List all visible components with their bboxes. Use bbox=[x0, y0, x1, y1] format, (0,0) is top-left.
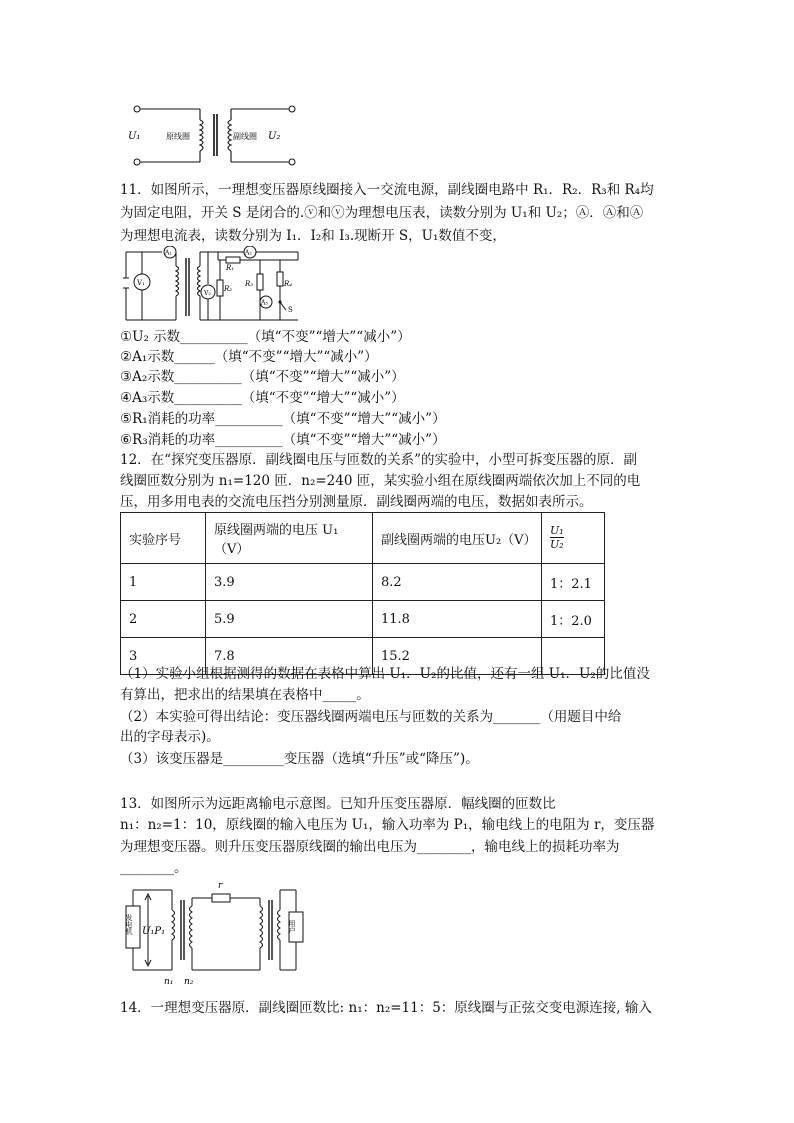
table-row bbox=[121, 564, 605, 601]
a2-label: A₂ bbox=[245, 249, 252, 257]
ratio-numerator: U₁ bbox=[550, 524, 564, 537]
user-label: 用户 bbox=[288, 920, 296, 934]
q11-item-6: ⑥R₃消耗的功率__________（填“不变”“增大”“减小”） bbox=[120, 432, 446, 448]
q11-item-3: ③A₂示数__________（填“不变”“增大”“减小”） bbox=[120, 369, 405, 385]
ratio-fraction bbox=[550, 524, 564, 551]
cell-u1: 5.9 bbox=[206, 601, 373, 638]
q14-text-1: 14．一理想变压器原．副线圈匝数比: n₁：n₂=11：5：原线圈与正弦交变电源连接, 输入 bbox=[120, 1000, 652, 1016]
q11-text-1: 11．如图所示，一理想变压器原线圈接入一交流电源，副线圈电路中 R₁．R₂．R₃和 R₄均 bbox=[120, 182, 654, 198]
q11-text-3: 为理想电流表，读数分别为 I₁．I₂和 I₃.现断开 S，U₁数值不变， bbox=[120, 228, 506, 244]
q12-sub1-line2: 有算出，把求出的结果填在表格中_____。 bbox=[120, 687, 370, 703]
secondary-coil-label: 副线圈 bbox=[233, 132, 257, 141]
table-header-row bbox=[121, 513, 605, 564]
v2-label: V₂ bbox=[204, 290, 211, 297]
q12-text-3: 压，用多用电表的交流电压挡分别测量原．副线圈两端的电压，数据如表所示。 bbox=[120, 494, 593, 510]
cell-trial-no: 1 bbox=[121, 564, 206, 601]
q12-data-table bbox=[120, 512, 605, 675]
q12-text-2: 线圈匝数分别为 n₁=120 匝．n₂=240 匝，某实验小组在原线圈两端依次加上不同的电 bbox=[120, 473, 641, 489]
header-secondary-voltage: 副线圈两端的电压U₂（V） bbox=[373, 513, 542, 564]
q12-sub2-line1: （2）本实验可得出结论：变压器线圈两端电压与匝数的关系为_______（用题目中给 bbox=[120, 709, 622, 725]
cell-u1: 7.8 bbox=[206, 638, 373, 675]
u1-label: U₁ bbox=[128, 131, 141, 142]
transformer-figure bbox=[120, 100, 310, 170]
q13-transmission-figure bbox=[120, 876, 310, 990]
a3-label: A₃ bbox=[261, 299, 268, 307]
q13-text-1: 13．如图所示为远距离输电示意图。已知升压变压器原．幅线圈的匝数比 bbox=[120, 796, 556, 812]
q12-sub1-line1: （1）实验小组根据测得的数据在表格中算出 U₁．U₂的比值，还有一组 U₁．U₂的比值没 bbox=[120, 666, 650, 682]
cell-u2: 11.8 bbox=[373, 601, 542, 638]
q13-text-3: 为理想变压器。则升压变压器原线圈的输出电压为________，输电线上的损耗功率为 bbox=[120, 839, 620, 855]
q12-sub2-line2: 出的字母表示)。 bbox=[120, 729, 220, 745]
primary-coil-label: 原线圈 bbox=[166, 132, 190, 141]
header-ratio bbox=[542, 513, 605, 564]
header-primary-voltage-unit: （V） bbox=[214, 542, 250, 557]
resistance-r-label: r bbox=[218, 881, 223, 891]
cell-u2: 8.2 bbox=[373, 564, 542, 601]
switch-label: S bbox=[288, 306, 293, 314]
cell-u1: 3.9 bbox=[206, 564, 373, 601]
generator-label: 发电机 bbox=[125, 914, 133, 935]
q11-text-2: 为固定电阻，开关 S 是闭合的.ⓥ和ⓥ为理想电压表，读数分别为 U₁和 U₂；Ⓐ．Ⓐ和Ⓐ bbox=[120, 205, 644, 221]
r2-label: R₂ bbox=[224, 285, 233, 293]
u2-label: U₂ bbox=[268, 131, 281, 142]
ratio-denominator: U₂ bbox=[550, 538, 564, 551]
a1-label: A₁ bbox=[165, 249, 172, 257]
n1-label: n₁ bbox=[164, 977, 174, 987]
header-trial-no: 实验序号 bbox=[121, 513, 206, 564]
header-primary-voltage-title: 原线圈两端的电压 U₁ bbox=[214, 523, 339, 538]
table-row bbox=[121, 601, 605, 638]
cell-u2: 15.2 bbox=[373, 638, 542, 675]
r1-label: R₁ bbox=[226, 264, 235, 272]
q11-item-5: ⑤R₁消耗的功率__________（填“不变”“增大”“减小”） bbox=[120, 411, 446, 427]
q11-circuit-figure bbox=[120, 246, 310, 326]
q13-text-2: n₁：n₂=1：10，原线圈的输入电压为 U₁，输入功率为 P₁，输电线上的电阻为 r，变压器 bbox=[120, 817, 655, 833]
q12-sub3: （3）该变压器是_________变压器（选填“升压”或“降压”)。 bbox=[120, 751, 479, 767]
cell-ratio: 1：2.0 bbox=[542, 601, 605, 638]
n2-label: n₂ bbox=[184, 977, 194, 987]
cell-trial-no: 2 bbox=[121, 601, 206, 638]
q12-text-1: 12．在“探究变压器原．副线圈电压与匝数的关系”的实验中，小型可拆变压器的原．副 bbox=[120, 452, 637, 468]
header-primary-voltage bbox=[206, 513, 373, 564]
cell-trial-no: 3 bbox=[121, 638, 206, 675]
q11-item-1: ①U₂ 示数__________（填“不变”“增大”“减小”） bbox=[120, 329, 411, 345]
r3-label: R₃ bbox=[245, 280, 254, 288]
q11-item-4: ④A₃示数__________（填“不变”“增大”“减小”） bbox=[120, 390, 405, 406]
cell-ratio: 1：2.1 bbox=[542, 564, 605, 601]
q13-text-4: ________。 bbox=[120, 860, 188, 876]
u1p1-label: U₁P₁ bbox=[142, 926, 166, 937]
v1-label: V₁ bbox=[137, 279, 145, 287]
r4-label: R₄ bbox=[284, 280, 293, 288]
q11-item-2: ②A₁示数______（填“不变”“增大”“减小”） bbox=[120, 349, 378, 365]
